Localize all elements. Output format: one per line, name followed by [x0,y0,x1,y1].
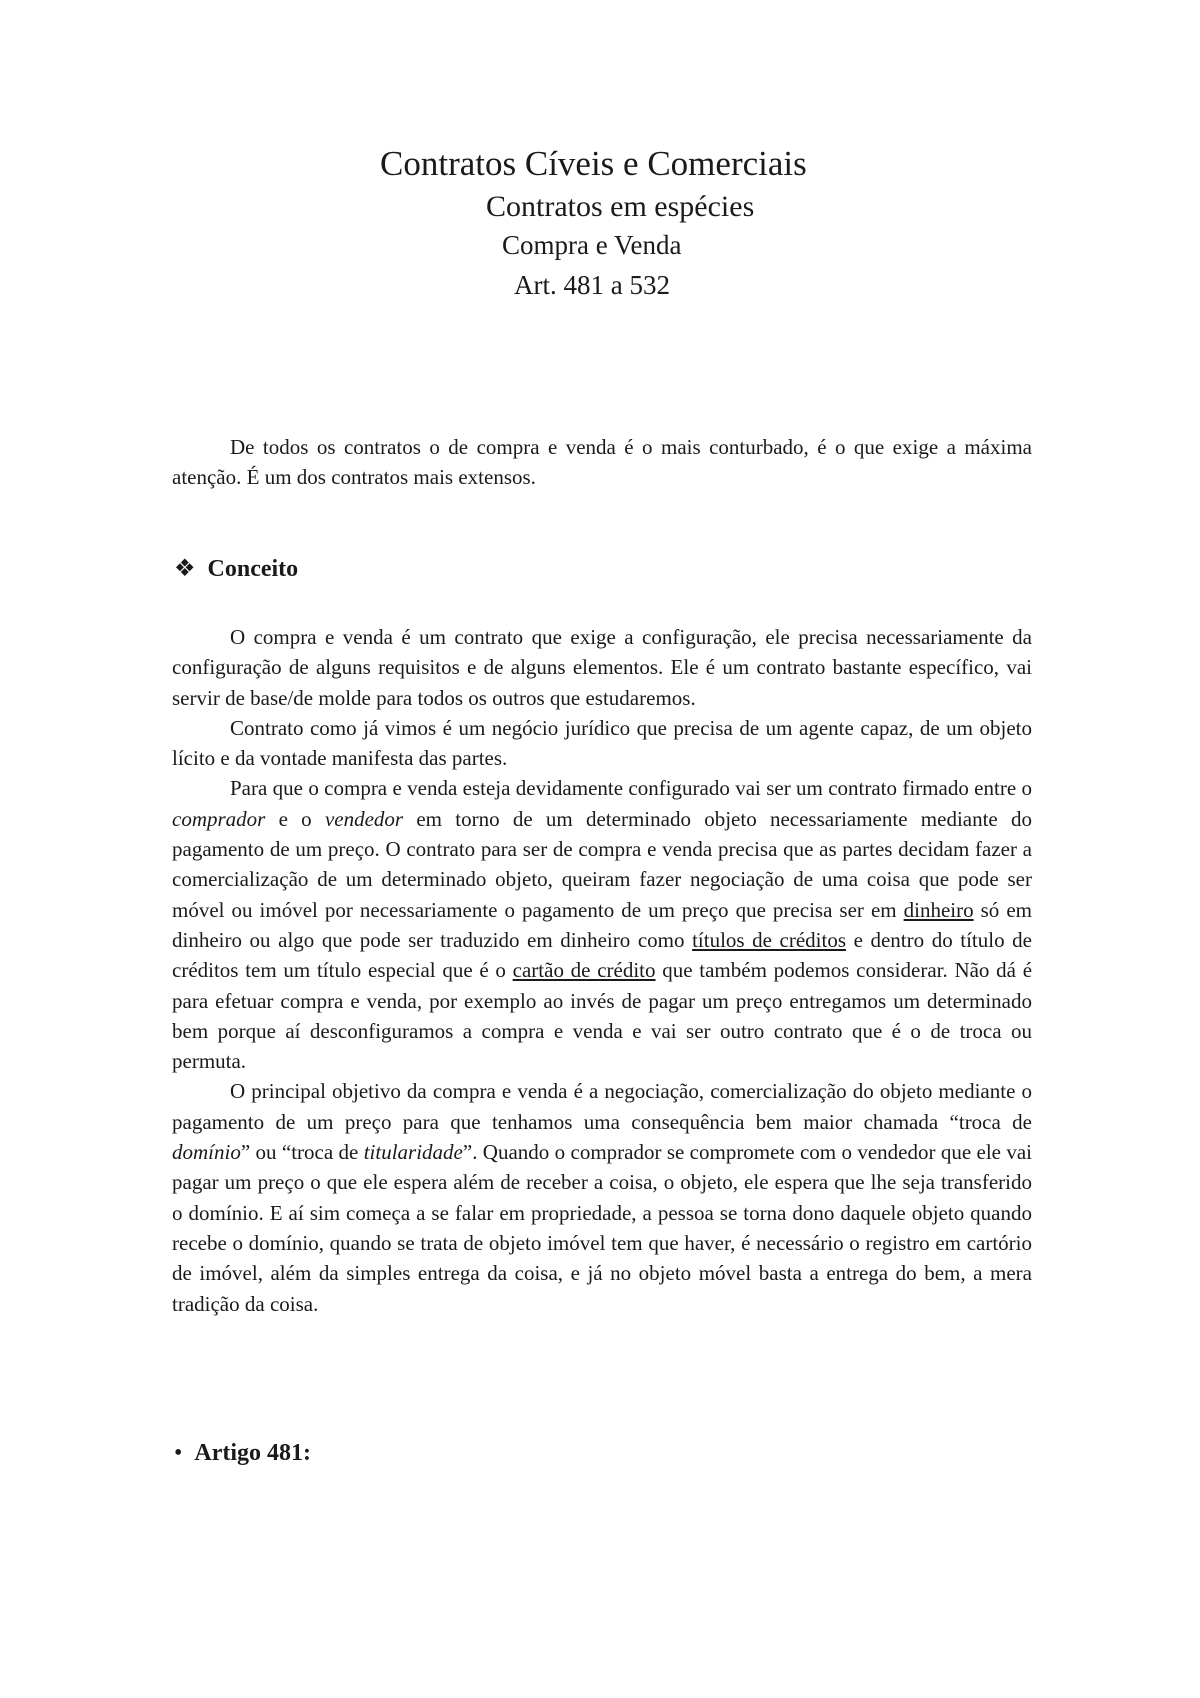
text-run: Para que o compra e venda esteja devidamente configurado vai ser um contrato firmado entre o [230,776,1032,801]
conceito-body [172,622,1032,1319]
bullet-icon: • [174,1440,183,1466]
italic-term-dominio: domínio [172,1140,241,1165]
paragraph [172,1076,1032,1318]
paragraph: O compra e venda é um contrato que exige a configuração, ele precisa necessariamente da configuração de alguns requisitos e de alguns elementos. Ele é um contrato bastante específico, vai servir de base/de molde para todos os outros que estudaremos. [172,625,1032,710]
text-run: que também podemos considerar. Não dá é para efetuar compra e venda, por exemplo ao invés de pagar um preço entregamos um determinado bem porque aí desconfiguramos a compra e venda e vai ser outro contrato que é o de troca ou permuta. [172,958,1033,1074]
text-run: só em dinheiro ou algo que pode ser traduzido em dinheiro como [172,897,1032,952]
paragraph [172,773,1032,1076]
text-run: e o [265,806,325,831]
intro-block [172,432,1032,493]
underlined-term-titulos: títulos de créditos [692,927,847,952]
text-run: ”. Quando o comprador se compromete com o vendedor que ele vai pagar um preço o que ele espera além de receber a coisa, o objeto, ele espera que lhe seja transferido o domínio. E aí sim começa a se falar em propriedade, a pessoa se torna dono daquele objeto quando recebe o domínio, quando se trata de objeto imóvel tem que haver, é necessário o registro em cartório de imóvel, além da simples entrega da coisa, e já no objeto móvel basta a entrega do bem, a mera tradição da coisa. [172,1140,1032,1316]
text-run: O principal objetivo da compra e venda é a negociação, comercialização do objeto mediante o pagamento de um preço para que tenhamos uma consequência bem maior chamada “troca de [172,1079,1032,1134]
paragraph: Contrato como já vimos é um negócio jurídico que precisa de um agente capaz, de um objeto lícito e da vontade manifesta das partes. [172,715,1032,771]
italic-term-vendedor: vendedor [324,806,404,831]
underlined-term-dinheiro: dinheiro [903,897,974,922]
diamond-bullet-icon: ❖ [174,556,196,582]
document-subtitle: Contratos em espécies [486,190,755,223]
section-heading-label: Conceito [207,556,299,582]
italic-term-comprador: comprador [172,806,266,831]
intro-paragraph: De todos os contratos o de compra e venda é o mais conturbado, é o que exige a máxima atenção. É um dos contratos mais extensos. [172,435,1032,490]
document-title: Contratos Cíveis e Comerciais [380,144,807,183]
section-heading-label: Artigo 481: [194,1440,312,1466]
text-run: ” ou “troca de [240,1140,364,1165]
italic-term-titularidade: titularidade [363,1140,463,1165]
document-topic: Compra e Venda [502,230,682,260]
document-articles: Art. 481 a 532 [514,270,670,300]
text-run: em torno de um determinado objeto necessariamente mediante do pagamento de um preço. O contrato para ser de compra e venda precisa que as partes decidam fazer a comercialização de um determinado objeto, queiram fazer negociação de uma coisa que pode ser móvel ou imóvel por necessariamente o pagamento de um preço que precisa ser em [172,806,1033,922]
section-heading-conceito [174,554,298,583]
section-heading-artigo [174,1440,311,1467]
text-run: e dentro do título de créditos tem um título especial que é o [172,927,1032,983]
underlined-term-cartao: cartão de crédito [512,958,656,983]
